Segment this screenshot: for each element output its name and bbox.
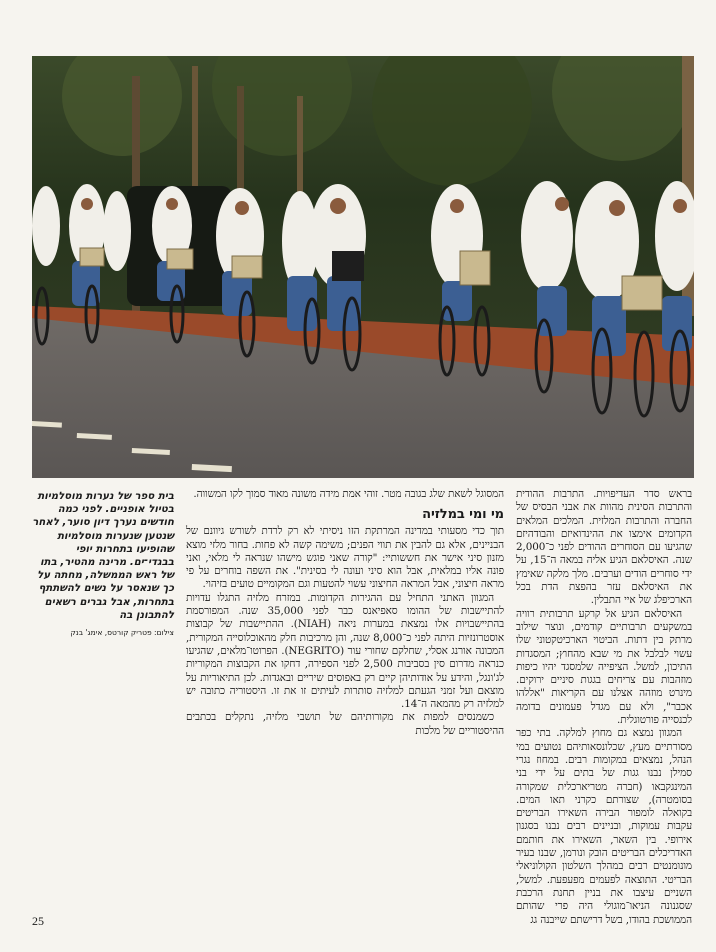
- paragraph-6: כשמנסים למפות את מקורותיהם של תושבי מלזיה, נתקלים בכתבים ההיסטוריים של מלכות: [186, 711, 504, 737]
- paragraph-intro: המסוגל לשאת שלג בגובה מטר. זוהי אמת מידה משונה מאוד סמוך לקו המשווה.: [193, 488, 504, 500]
- photo-caption: [32, 490, 174, 639]
- paragraph-1: בראש סדר העדיפויות. התרבות ההודית והתרבות הסינית מהוות את אבני הבסיס של החברה והתרבות המלזית. המלכים המלאים הקדומים אימצו את ההינדואיזם והבודהיזם שהגיעו עם הסוחרים ההודים לפני כ־2,000 שנה. האיסלאם הגיע אליה במאה ה־15, על ידי סוחרים הודים וערבים. מלך מלקה שאימץ את האיסלאם עזר בהפצת הדת בכל הארכיפלג של איי התבלין.: [516, 488, 692, 607]
- paragraph-5: המגוון האתני התחיל עם ההגירות הקדומות. במזרח מלזיה התגלו עדויות להתיישבות של ההומו סאפיאנס כבר לפני 35,000 שנה. המפורסמת בהתיישבויות אלו נמצאת במערות ניאה (NIAH). ההתיישבות של קבוצות אוסטרונזיות היתה לפני כ־8,000 שנה, והן מרכיבות חלק מהאוכלוסייה המקורית, המכונה אורנג אסלי, שחלקם שחורי עור (NEGRITO). הפרוטו־מלאים, שהגיעו כנראה מדרום סין בסביבות 2,500 לפני הספירה, דחקו את הקבוצות המקוריות לג'ונגל, והידע על אודותיהן קיים רק באפוסים שיריים ובאגדות. לכן התיאוריות על מוצאם ועל זמני הגעתם למלזיה סותרות לעיתים זו את זו. היסטוריה כתובה יש למלזיה רק מהמאה ה־14.: [186, 591, 504, 711]
- photo-schoolgirls-cycling: [32, 56, 694, 478]
- article-column-middle: [186, 488, 504, 738]
- article-column-right: [516, 488, 692, 927]
- paragraph-4: תוך כדי מסעותי במדינה המרתקת הזו ניסיתי לא רק לרדת לשורש גיוונם של הבניינים, אלא גם להבין את תווי הפנים; משימה קשה לא פחות. בחור מלזי מוצא מזנון סיני אישר את חששותיי: "קורה שאני פוגש מישהו שנראה לי מלאי, ואני פונה אליו במלאית, אבל הוא סיני ועונה לי בסינית". את השפה בוחרים על פי מראה חיצוני, אבל המראה החיצוני עשוי להטעות וגם המקומיים טועים בזיהוי.: [186, 525, 504, 591]
- photo-credit: צילום: פטריק קורטס, אימג' בנק: [70, 628, 174, 638]
- section-heading: מי ומי במלזיה: [422, 507, 504, 523]
- paragraph-3: המגוון נמצא גם מחוץ למלקה. בתי כפר מסורתיים מעץ, שכלונסאותיהם נטועים במי הנהל, נמצאים במקומות רבים. במחוז נגרי סמילן נבנו גגות של בתים על ידי בני המינגקבאו (חברה מטריארכלית שמקורה בסומטרה), שצורתם כקרני תאו המים. בקואלה לומפור הבירה השאירו הבריטים עקבות עמוקות, ובניינים רבים נבנו בסגנון אירופי. בין השאר, השאירו את חותמם האדריכלים הבריטים הובק ונורמן, שבנו בעיר מונומנטים רבים במהלך השלטון הקולוניאלי הבריטי. התוצאה לפעמים מפעפעת. למשל, השניים עיצבו את בניין תחנת הרכבת שסגנונה הניאו־מוגולי היה פרי שהותם הממושכת בהודו, בשל דרישתם שייבנה גג: [516, 727, 692, 926]
- photo-illustration: [32, 56, 694, 478]
- paragraph-2: האיסלאם הגיע אל קרקע תרבותית רוויה במשקעים תרבותיים קודמים, ונוצר שילוב מרתק בין דתות. הביטוי הארכיטקטוני שלו עשוי לבלבל את מי שבא מהחוץ; המסגדות התיכון, למשל. הציפייה שלמסגד יהיו כיפות מוזהבות עם צריחים בגגות סיניים ירוקים. מינרט מוזהה אצלנו עם הקריאות "אללהו אכבר", ולא עם מגדל פעמונים בדומה לכנסייה פורטוגלית.: [516, 607, 692, 727]
- page-number: 25: [32, 914, 44, 928]
- caption-text: בית ספר של נערות מוסלמיות בטיול אופניים. לפני כמה חודשים נערך דיון סוער, לאחר שנטען שנערות מוסלמיות שהופיעו בתחרות יופי בבגדי־ים. מרינה מהטיר, בתו של ראש הממשלה, מחתה על כך שנאסר על נשים להשתתף בתחרות, אבל גברים רשאים להתבונן בה: [32, 491, 174, 621]
